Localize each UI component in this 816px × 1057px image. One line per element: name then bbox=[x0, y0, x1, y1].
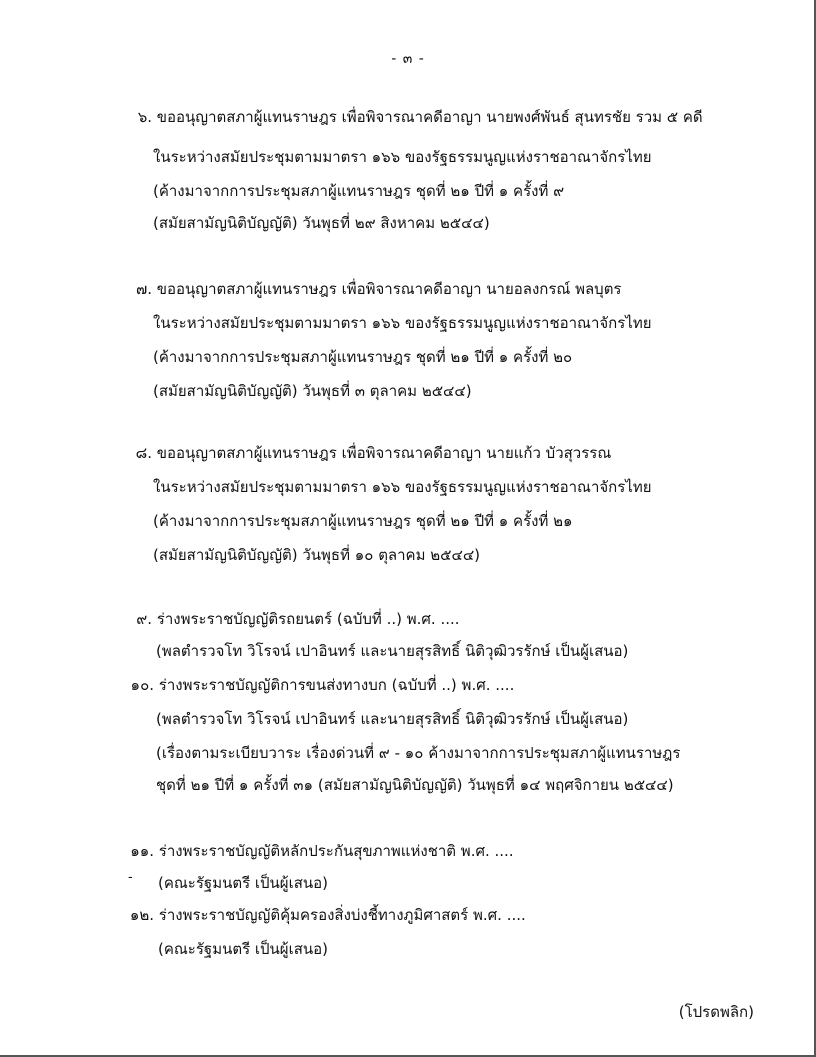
agenda-item-10-line-2: (พลตำรวจโท วิโรจน์ เปาอินทร์ และนายสุรสิทธิ์ นิติวุฒิวรรักษ์ เป็นผู้เสนอ) bbox=[156, 710, 629, 728]
agenda-item-6-line-4: (สมัยสามัญนิติบัญญัติ) วันพุธที่ ๒๙ สิงหาคม ๒๕๔๔) bbox=[153, 214, 490, 232]
agenda-item-text: ร่างพระราชบัญญัติคุ้มครองสิ่งบ่งชี้ทางภูมิศาสตร์ พ.ศ. .... bbox=[158, 906, 526, 924]
agenda-item-6-line-1 bbox=[130, 106, 703, 128]
handwritten-mark: - bbox=[128, 870, 133, 885]
agenda-item-text: ขออนุญาตสภาผู้แทนราษฎร เพื่อพิจารณาคดีอาญา นายพงศ์พันธ์ สุนทรชัย รวม ๕ คดี bbox=[156, 108, 703, 126]
agenda-item-8-line-3: (ค้างมาจากการประชุมสภาผู้แทนราษฎร ชุดที่ ๒๑ ปีที่ ๑ ครั้งที่ ๒๑ bbox=[153, 512, 573, 530]
agenda-item-8-line-4: (สมัยสามัญนิติบัญญัติ) วันพุธที่ ๑๐ ตุลาคม ๒๕๔๔) bbox=[153, 546, 481, 564]
agenda-item-number: ๖. bbox=[137, 108, 152, 126]
agenda-item-12-line-1 bbox=[118, 904, 526, 926]
agenda-item-9-line-2: (พลตำรวจโท วิโรจน์ เปาอินทร์ และนายสุรสิทธิ์ นิติวุฒิวรรักษ์ เป็นผู้เสนอ) bbox=[156, 642, 629, 660]
agenda-item-text: ร่างพระราชบัญญัติหลักประกันสุขภาพแห่งชาติ พ.ศ. .... bbox=[158, 842, 514, 860]
agenda-item-8-line-2: ในระหว่างสมัยประชุมตามมาตรา ๑๖๖ ของรัฐธรรมนูญแห่งราชอาณาจักรไทย bbox=[153, 478, 652, 496]
agenda-item-7-line-3: (ค้างมาจากการประชุมสภาผู้แทนราษฎร ชุดที่ ๒๑ ปีที่ ๑ ครั้งที่ ๒๐ bbox=[153, 348, 573, 366]
agenda-item-10-line-4: ชุดที่ ๒๑ ปีที่ ๑ ครั้งที่ ๓๑ (สมัยสามัญนิติบัญญัติ) วันพุธที่ ๑๔ พฤศจิกายน ๒๕๔๔) bbox=[156, 776, 674, 794]
agenda-item-text: ร่างพระราชบัญญัติรถยนตร์ (ฉบับที่ ..) พ.ศ. .... bbox=[156, 610, 460, 628]
agenda-item-10-line-3: (เรื่องตามระเบียบวาระ เรื่องด่วนที่ ๙ - ๑๐ ค้างมาจากการประชุมสภาผู้แทนราษฎร bbox=[156, 744, 681, 762]
agenda-item-number: ๙. bbox=[136, 610, 152, 628]
agenda-item-text: ขออนุญาตสภาผู้แทนราษฎร เพื่อพิจารณาคดีอาญา นายอลงกรณ์ พลบุตร bbox=[156, 280, 622, 298]
agenda-item-11-line-2: (คณะรัฐมนตรี เป็นผู้เสนอ) bbox=[158, 874, 328, 892]
agenda-item-8-line-1 bbox=[130, 442, 611, 464]
agenda-item-text: ขออนุญาตสภาผู้แทนราษฎร เพื่อพิจารณาคดีอาญา นายแก้ว บัวสุวรรณ bbox=[156, 444, 612, 462]
agenda-item-number: ๘. bbox=[135, 444, 152, 462]
agenda-item-7-line-2: ในระหว่างสมัยประชุมตามมาตรา ๑๖๖ ของรัฐธรรมนูญแห่งราชอาณาจักรไทย bbox=[153, 314, 652, 332]
agenda-item-6-line-3: (ค้างมาจากการประชุมสภาผู้แทนราษฎร ชุดที่ ๒๑ ปีที่ ๑ ครั้งที่ ๙ bbox=[153, 182, 565, 200]
agenda-item-6-line-2: ในระหว่างสมัยประชุมตามมาตรา ๑๖๖ ของรัฐธรรมนูญแห่งราชอาณาจักรไทย bbox=[153, 148, 652, 166]
agenda-item-12-line-2: (คณะรัฐมนตรี เป็นผู้เสนอ) bbox=[158, 940, 328, 958]
agenda-item-7-line-4: (สมัยสามัญนิติบัญญัติ) วันพุธที่ ๓ ตุลาคม ๒๕๔๔) bbox=[153, 382, 472, 400]
agenda-item-number: ๑๒. bbox=[129, 906, 154, 924]
agenda-item-9-line-1 bbox=[130, 608, 460, 630]
agenda-item-number: ๗. bbox=[135, 280, 152, 298]
agenda-item-number: ๑๐. bbox=[130, 676, 154, 694]
agenda-item-7-line-1 bbox=[130, 278, 622, 300]
please-turn-over-note: (โปรดพลิก) bbox=[678, 1003, 754, 1021]
agenda-item-number: ๑๑. bbox=[130, 842, 154, 860]
page-number: - ๓ - bbox=[391, 51, 425, 67]
agenda-item-10-line-1 bbox=[118, 674, 514, 696]
agenda-item-11-line-1 bbox=[118, 840, 514, 862]
agenda-item-text: ร่างพระราชบัญญัติการขนส่งทางบก (ฉบับที่ ..) พ.ศ. .... bbox=[158, 676, 515, 694]
